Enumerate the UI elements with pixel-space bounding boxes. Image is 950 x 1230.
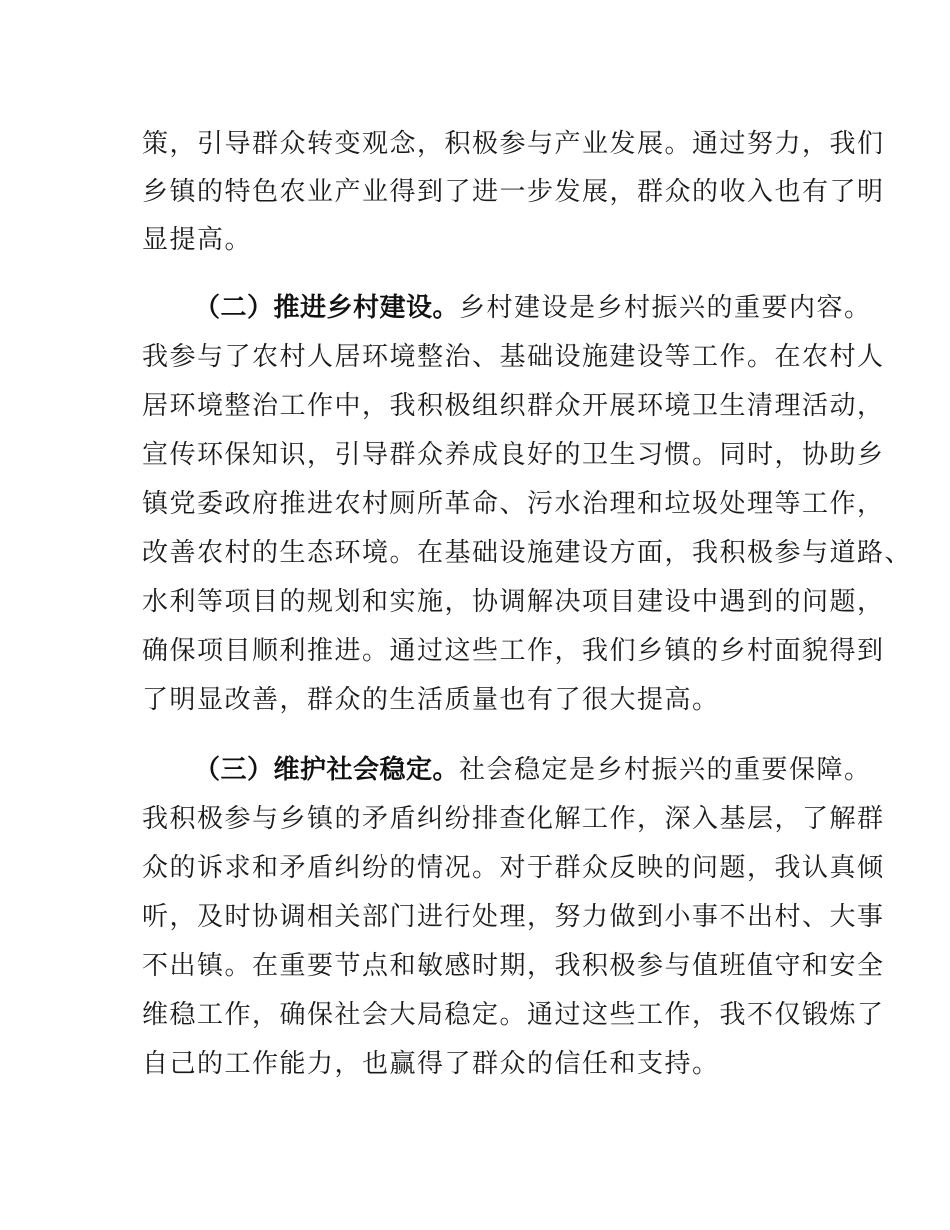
paragraph-3-line-5: 不出镇。在重要节点和敏感时期，我积极参与值班值守和安全 — [142, 951, 885, 981]
paragraph-3-line-3: 众的诉求和矛盾纠纷的情况。对于群众反映的问题，我认真倾 — [142, 853, 885, 883]
section-heading-2: （二）推进乡村建设。 — [194, 293, 460, 323]
paragraph-2-line-5: 镇党委政府推进农村厕所革命、污水治理和垃圾处理等工作， — [142, 489, 885, 519]
paragraph-1-line-3: 显提高。 — [142, 225, 253, 255]
paragraph-2-line-9: 了明显改善，群众的生活质量也有了很大提高。 — [142, 685, 720, 715]
paragraph-2-line-8: 确保项目顺利推进。通过这些工作，我们乡镇的乡村面貌得到 — [142, 636, 885, 666]
paragraph-3-line-6: 维稳工作，确保社会大局稳定。通过这些工作，我不仅锻炼了 — [142, 1000, 885, 1030]
paragraph-3-line-2: 我积极参与乡镇的矛盾纠纷排查化解工作，深入基层，了解群 — [142, 804, 885, 834]
paragraph-2-first-line — [194, 291, 872, 325]
paragraph-2-line-7: 水利等项目的规划和实施，协调解决项目建设中遇到的问题， — [142, 587, 885, 617]
section-heading-3: （三）维护社会稳定。 — [194, 755, 460, 785]
paragraph-2-line-3: 居环境整治工作中，我积极组织群众开展环境卫生清理活动， — [142, 391, 885, 421]
paragraph-3-first-line — [194, 753, 872, 787]
paragraph-3-first-line-text: 社会稳定是乡村振兴的重要保障。 — [459, 755, 872, 785]
paragraph-3-line-4: 听，及时协调相关部门进行处理，努力做到小事不出村、大事 — [142, 902, 885, 932]
paragraph-1-line-1: 策，引导群众转变观念，积极参与产业发展。通过努力，我们 — [142, 129, 885, 159]
paragraph-2-first-line-text: 乡村建设是乡村振兴的重要内容。 — [459, 293, 872, 323]
paragraph-3-line-7: 自己的工作能力，也赢得了群众的信任和支持。 — [142, 1049, 720, 1079]
paragraph-2-line-6: 改善农村的生态环境。在基础设施建设方面，我积极参与道路、 — [142, 538, 913, 568]
paragraph-1-line-2: 乡镇的特色农业产业得到了进一步发展，群众的收入也有了明 — [142, 177, 885, 207]
paragraph-2-line-4: 宣传环保知识，引导群众养成良好的卫生习惯。同时，协助乡 — [142, 440, 885, 470]
paragraph-2-line-2: 我参与了农村人居环境整治、基础设施建设等工作。在农村人 — [142, 342, 885, 372]
